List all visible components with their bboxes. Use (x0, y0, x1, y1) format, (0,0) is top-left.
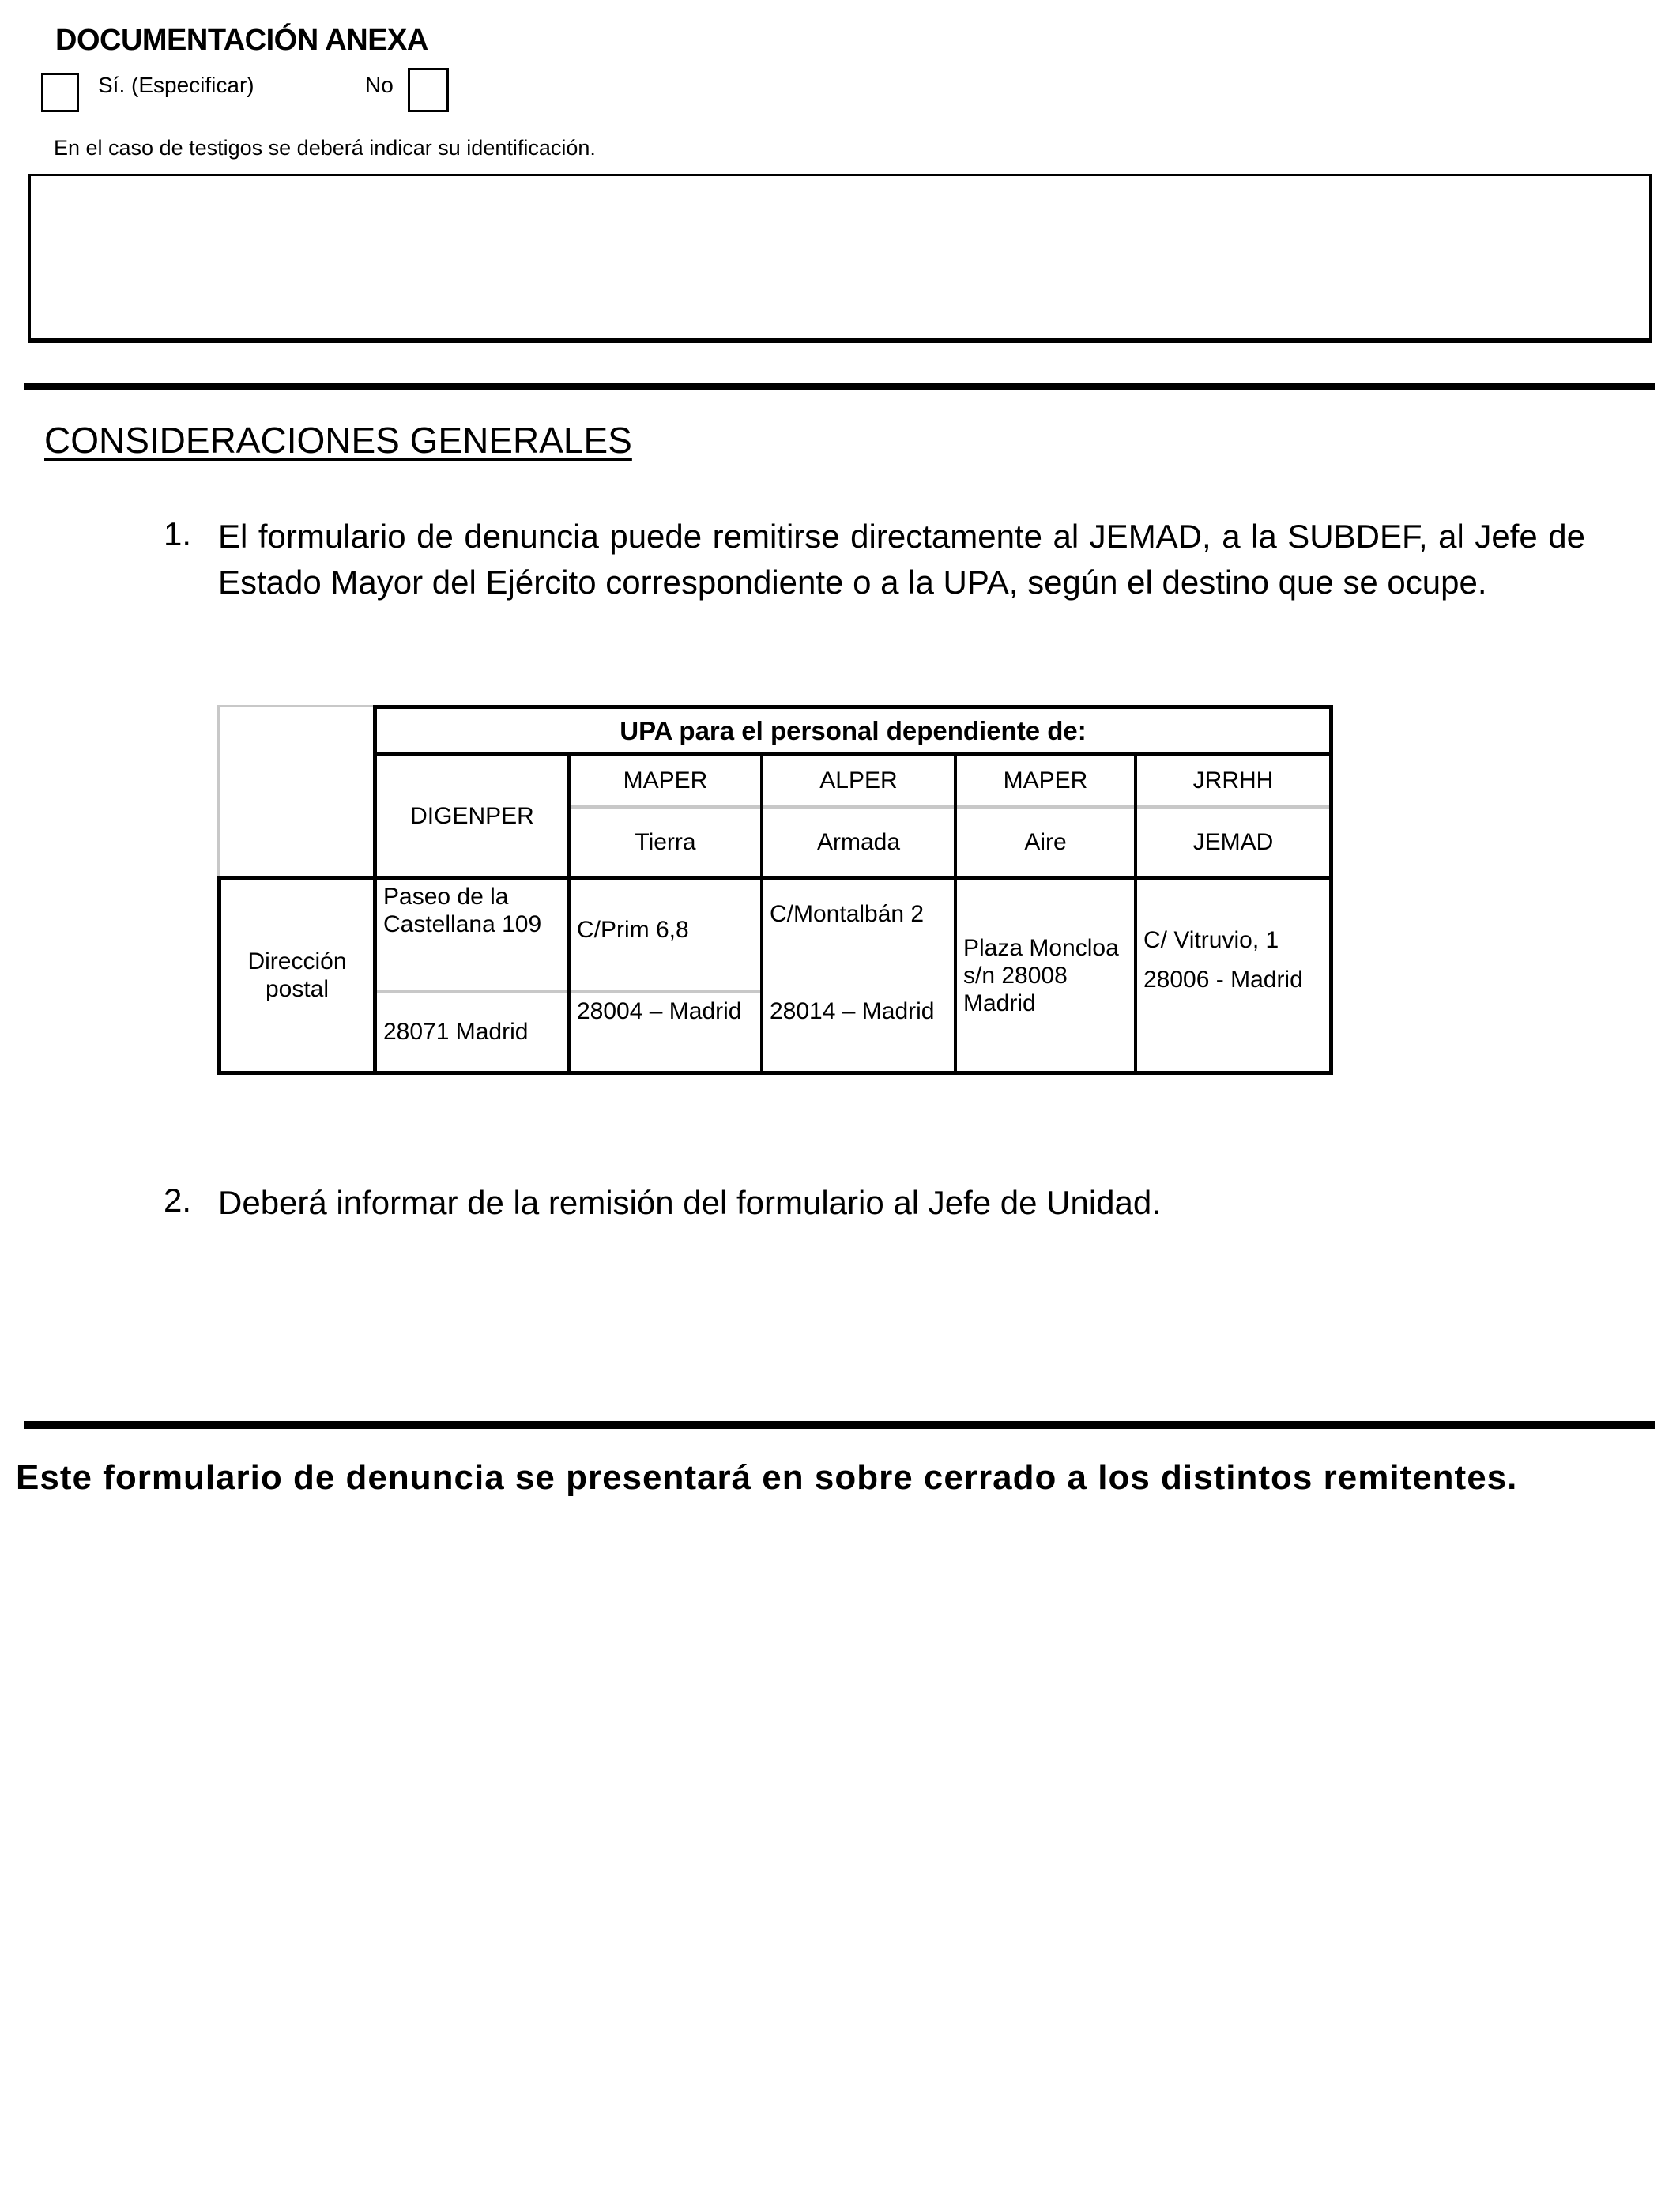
grid-line (217, 1071, 1333, 1075)
section-title-consideraciones: CONSIDERACIONES GENERALES (44, 420, 632, 461)
footer-note: Este formulario de denuncia se presentará en sobre cerrado a los distintos remitentes. (16, 1458, 1518, 1497)
list-item-1: El formulario de denuncia puede remitirse directamente al JEMAD, a la SUBDEF, al Jefe de Estado Mayor del Ejército correspondiente o a la UPA, según el destino que se ocupe. (218, 518, 1585, 601)
label-si: Sí. (Especificar) (98, 73, 254, 97)
table-header-armada: Armada (816, 829, 901, 855)
grid-line (1329, 705, 1333, 1075)
table-header-digenper: DIGENPER (410, 802, 534, 829)
table-header-span: UPA para el personal dependiente de: (620, 716, 1087, 745)
notes-textarea[interactable] (28, 174, 1652, 343)
table-cell-digenper-city: 28071 Madrid (383, 1019, 529, 1045)
table-header-jrrhh: JRRHH (1192, 767, 1274, 794)
table-header-maper-2: MAPER (1003, 767, 1088, 794)
table-cell-tierra-city: 28004 – Madrid (577, 998, 742, 1024)
table-header-alper: ALPER (819, 767, 898, 794)
table-cell-jemad-address: C/ Vitruvio, 1 28006 - Madrid (1143, 927, 1303, 993)
table-cell-digenper-street: Paseo de la Castellana 109 (383, 884, 542, 937)
table-row-label: Dirección postal (247, 948, 347, 1002)
divider-top (24, 383, 1655, 390)
hint-text: En el caso de testigos se deberá indicar su identificación. (54, 136, 596, 160)
table-cell-armada-street: C/Montalbán 2 (770, 901, 925, 927)
label-no: No (365, 73, 394, 97)
table-cell-aire-address: Plaza Moncloa s/n 28008 Madrid (963, 934, 1119, 1016)
list-number-2: 2. (164, 1182, 192, 1219)
table-header-aire: Aire (1024, 829, 1067, 855)
table-header-tierra: Tierra (635, 829, 696, 855)
section-title-documentacion: DOCUMENTACIÓN ANEXA (55, 24, 428, 57)
checkbox-si[interactable] (41, 73, 79, 112)
table-header-jemad: JEMAD (1192, 829, 1274, 855)
list-number-1: 1. (164, 515, 192, 552)
divider-bottom (24, 1421, 1655, 1429)
table-header-maper-1: MAPER (623, 767, 708, 794)
table-cell-armada-city: 28014 – Madrid (770, 998, 935, 1024)
grid-line (217, 705, 220, 877)
grid-line (217, 705, 375, 707)
upa-address-table (217, 705, 1333, 1075)
list-item-2: Deberá informar de la remisión del formulario al Jefe de Unidad. (218, 1184, 1161, 1221)
table-cell-tierra-street: C/Prim 6,8 (577, 917, 689, 943)
checkbox-no[interactable] (408, 68, 449, 112)
